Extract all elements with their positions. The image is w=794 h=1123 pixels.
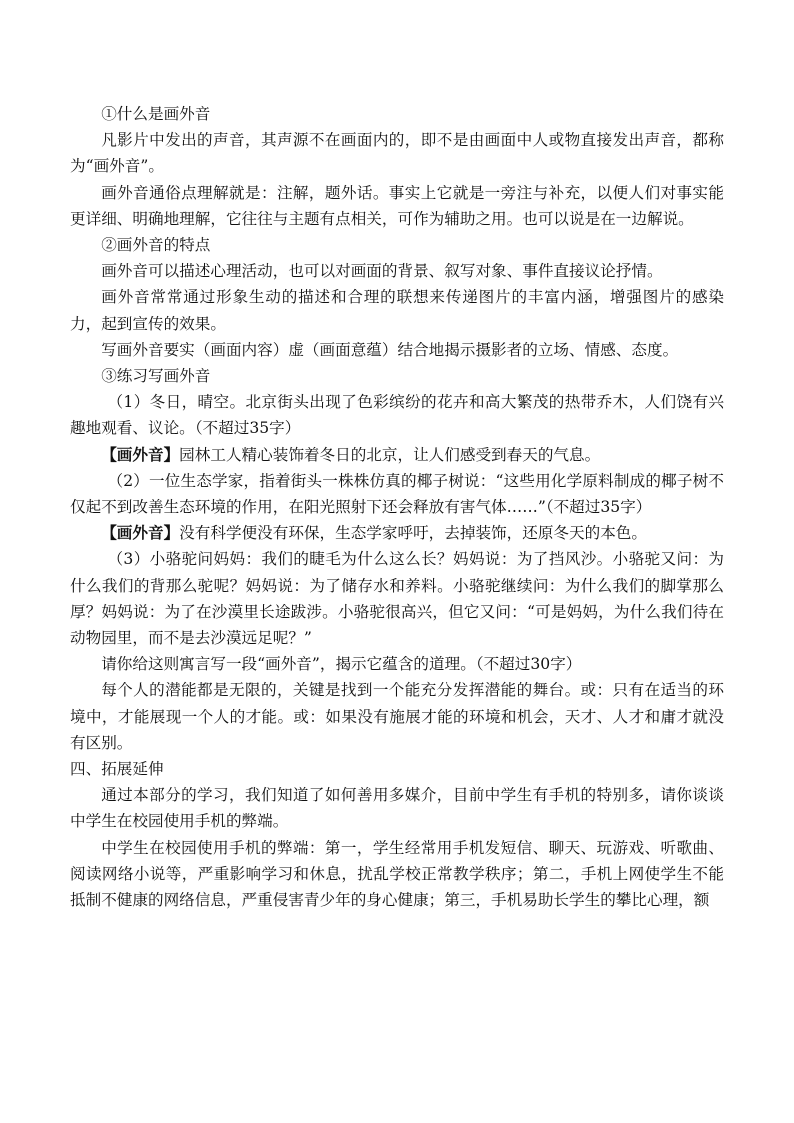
document-body: [70, 101, 724, 913]
exercise-answer: 每个人的潜能都是无限的，关键是找到一个能充分发挥潜能的舞台。或：只有在适当的环境中，才能展现一个人的才能。或：如果没有施展才能的环境和机会，天才、人才和庸才就没有区别。: [70, 681, 724, 752]
answer-text: 园林工人精心装饰着冬日的北京，让人们感受到春天的气息。: [179, 445, 601, 464]
answer-label: 【画外音】: [101, 523, 180, 543]
subheading-practice: ③练习写画外音: [101, 367, 211, 386]
exercise-question: （2）一位生态学家，指着街头一株株仿真的椰子树说：“这些用化学原料制成的椰子树不仅起不到改善生态环境的作用，在阳光照射下还会释放有害气体……”（不超过35字）: [70, 471, 724, 517]
subheading-voiceover-features: ②画外音的特点: [101, 236, 211, 255]
answer-label: 【画外音】: [101, 444, 180, 464]
answer-text: 没有科学便没有环保，生态学家呼吁，去掉装饰，还原冬天的本色。: [179, 524, 647, 543]
exercise-answer: [70, 520, 724, 546]
paragraph: 凡影片中发出的声音，其声源不在画面内的，即不是由画面中人或物直接发出声音，都称为“画外音”。: [70, 131, 724, 176]
paragraph: 中学生在校园使用手机的弊端：第一，学生经常用手机发短信、聊天、玩游戏、听歌曲、阅读网络小说等，严重影响学习和休息，扰乱学校正常教学秩序；第二，手机上网使学生不能抵制不健康的网络信息，严重侵害青少年的身心健康；第三，手机易助长学生的攀比心理，额: [70, 838, 724, 910]
exercise-question: （3）小骆驼问妈妈：我们的睫毛为什么这么长？妈妈说：为了挡风沙。小骆驼又问：为什么我们的背那么驼呢？妈妈说：为了储存水和养料。小骆驼继续问：为什么我们的脚掌那么厚？妈妈说：为了在沙漠里长途跋涉。小骆驼很高兴，但它又问：“可是妈妈，为什么我们待在动物园里，而不是去沙漠远足呢？”: [70, 550, 724, 648]
section-heading: 四、拓展延伸: [70, 760, 164, 779]
exercise-answer: [70, 442, 724, 468]
subheading-what-is-voiceover: ①什么是画外音: [101, 105, 211, 123]
paragraph: 画外音常常通过形象生动的描述和合理的联想来传递图片的丰富内涵，增强图片的感染力，起到宣传的效果。: [70, 288, 724, 333]
paragraph: 通过本部分的学习，我们知道了如何善用多媒介，目前中学生有手机的特别多，请你谈谈中学生在校园使用手机的弊端。: [70, 786, 724, 831]
exercise-question: （1）冬日，晴空。北京街头出现了色彩缤纷的花卉和高大繁茂的热带乔木，人们饶有兴趣地观看、议论。（不超过35字）: [70, 393, 724, 438]
paragraph: 画外音通俗点理解就是：注解，题外话。事实上它就是一旁注与补充，以便人们对事实能更详细、明确地理解，它往往与主题有点相关，可作为辅助之用。也可以说是在一边解说。: [70, 183, 724, 228]
paragraph: 写画外音要实（画面内容）虚（画面意蕴）结合地揭示摄影者的立场、情感、态度。: [101, 340, 679, 359]
exercise-prompt: 请你给这则寓言写一段“画外音”，揭示它蕴含的道理。（不超过30字）: [101, 655, 582, 674]
paragraph: 画外音可以描述心理活动，也可以对画面的背景、叙写对象、事件直接议论抒情。: [101, 262, 663, 281]
